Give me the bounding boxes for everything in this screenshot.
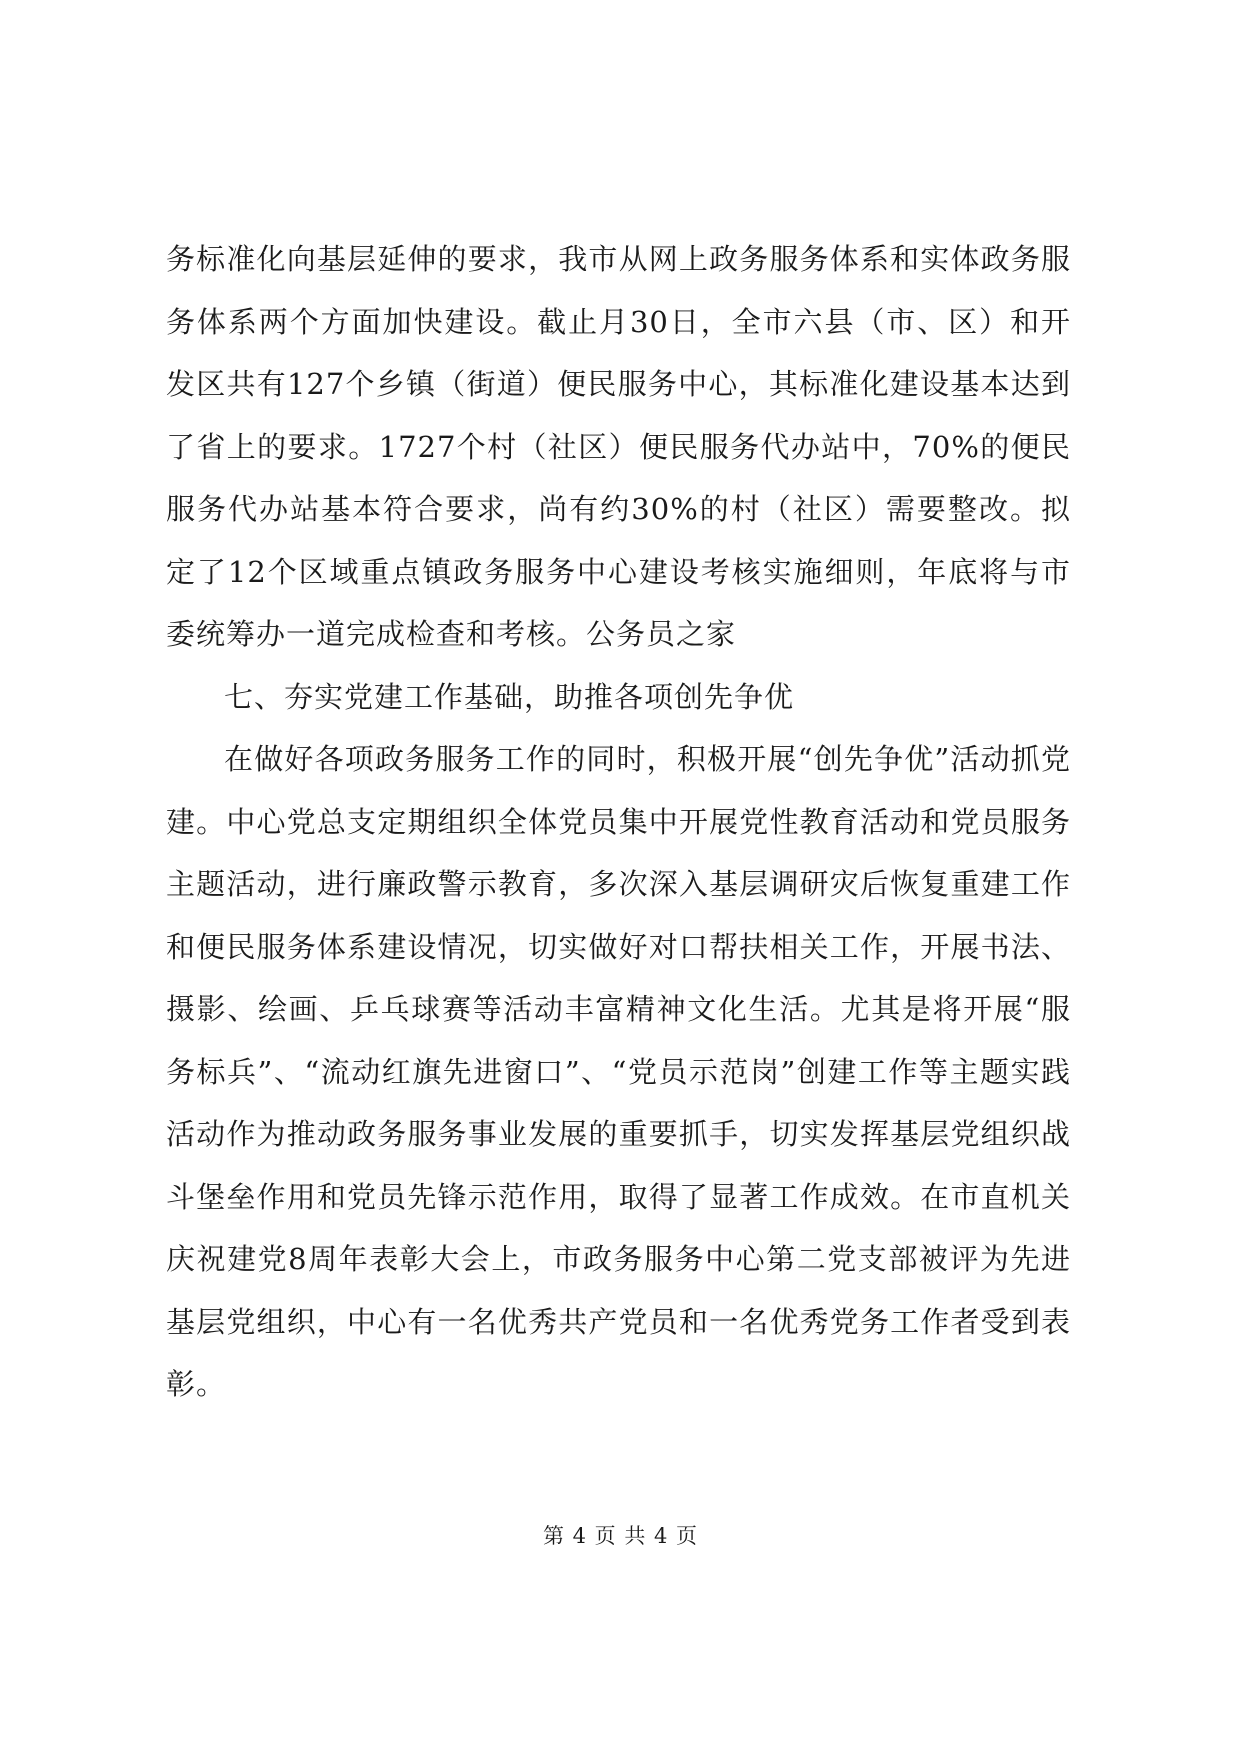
page-number-footer: 第 4 页 共 4 页 <box>542 1524 699 1548</box>
body-paragraph: 在做好各项政务服务工作的同时，积极开展“创先争优”活动抓党建。中心党总支定期组织全体党员集中开展党性教育活动和党员服务主题活动，进行廉政警示教育，多次深入基层调研灾后恢复重建工作和便民服务体系建设情况，切实做好对口帮扶相关工作，开展书法、摄影、绘画、乒乓球赛等活动丰富精神文化生活。尤其是将开展“服务标兵”、“流动红旗先进窗口”、“党员示范岗”创建工作等主题实践活动作为推动政务服务事业发展的重要抓手，切实发挥基层党组织战斗堡垒作用和党员先锋示范作用，取得了显著工作成效。在市直机关庆祝建党8周年表彰大会上，市政务服务中心第二党支部被评为先进基层党组织，中心有一名优秀共产党员和一名优秀党务工作者受到表彰。 <box>166 742 1071 1401</box>
document-body <box>166 228 1071 1416</box>
section-heading: 七、夯实党建工作基础，助推各项创先争优 <box>224 679 795 714</box>
body-paragraph-continued: 务标准化向基层延伸的要求，我市从网上政务服务体系和实体政务服务体系两个方面加快建设。截止月30日，全市六县（市、区）和开发区共有127个乡镇（街道）便民服务中心，其标准化建设基本达到了省上的要求。1727个村（社区）便民服务代办站中，70%的便民服务代办站基本符合要求，尚有约30%的村（社区）需要整改。拟定了12个区域重点镇政务服务中心建设考核实施细则，年底将与市委统筹办一道完成检查和考核。公务员之家 <box>166 242 1071 651</box>
